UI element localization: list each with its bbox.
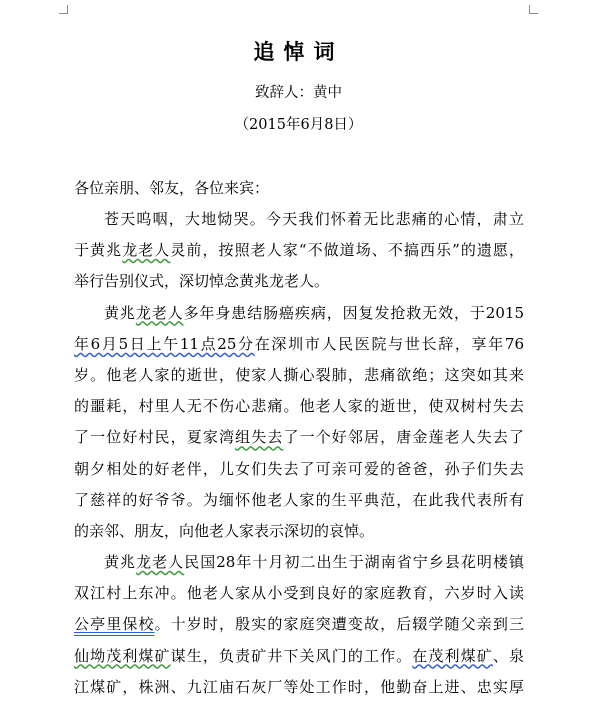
text-line bbox=[74, 485, 524, 516]
text-segment-flagged: 仙坳茂利煤矿 bbox=[74, 646, 171, 665]
text-segment: 灵前，按照老人家“不做道场、不搞西乐”的遗愿， bbox=[170, 241, 524, 260]
text-segment: 民国28年十月初二出生于湖南省宁乡县花明楼镇 bbox=[184, 553, 524, 572]
speaker-line: 致辞人：黄中 bbox=[255, 85, 342, 101]
text-line bbox=[74, 235, 524, 266]
text-line bbox=[74, 391, 524, 422]
text-segment-flagged: 龙老人 bbox=[135, 303, 184, 322]
text-line bbox=[74, 204, 524, 235]
text-line bbox=[74, 360, 524, 391]
text-line bbox=[74, 298, 524, 329]
text-line bbox=[74, 422, 524, 453]
text-segment: 举行告别仪式，深切悼念黄兆龙老人。 bbox=[74, 272, 330, 291]
text-segment: 多年身患结肠癌疾病，因复发抢救无效，于2015 bbox=[183, 303, 524, 322]
text-line bbox=[74, 516, 524, 547]
text-segment: 在深圳市人民医院与世长辞，享年76 bbox=[254, 334, 525, 353]
text-line bbox=[74, 641, 524, 672]
text-segment: 。十岁时，殷实的家庭突遭变故，后辍学随父亲到三 bbox=[154, 615, 524, 634]
date-line: （2015年6月8日） bbox=[234, 117, 363, 133]
text-segment-flagged: 在茂利煤矿 bbox=[412, 646, 493, 665]
text-segment: 谋生，负责矿井下关风门的工作。 bbox=[170, 646, 413, 665]
text-segment: 黄兆 bbox=[104, 303, 136, 322]
text-line bbox=[74, 329, 524, 360]
text-segment: 朝夕相处的好老伴，儿女们失去了可亲可爱的爸爸，孙子们失去 bbox=[74, 459, 524, 478]
text-segment: 苍天呜咽，大地恸哭。今天我们怀着无比悲痛的心情，肃立 bbox=[104, 210, 524, 228]
text-line bbox=[74, 454, 524, 485]
document-title: 追悼词 bbox=[253, 39, 344, 64]
text-segment: 于黄兆 bbox=[74, 241, 123, 260]
text-segment: 黄兆 bbox=[104, 553, 137, 572]
crop-mark-top-right bbox=[529, 5, 538, 14]
text-segment: 了慈祥的好爷爷。为缅怀他老人家的生平典范，在此我代表所有 bbox=[74, 490, 524, 509]
crop-mark-top-left bbox=[59, 5, 68, 14]
text-segment: 双江村上东冲。他老人家从小受到良好的家庭教育，六岁时入读 bbox=[74, 584, 524, 603]
text-line bbox=[74, 578, 524, 609]
text-line bbox=[74, 672, 524, 703]
text-segment-flagged: 龙老人 bbox=[136, 553, 185, 572]
text-segment: 了一个好邻居，唐金莲老人失去了 bbox=[283, 428, 524, 447]
text-line bbox=[74, 266, 524, 297]
text-segment: 、泉 bbox=[492, 646, 524, 665]
text-segment-flagged: 公亭里保校 bbox=[74, 615, 155, 634]
text-segment-flagged: 龙老人 bbox=[122, 241, 171, 260]
text-segment: 岁。他老人家的逝世，使家人撕心裂肺，悲痛欲绝；这突如其来 bbox=[74, 365, 524, 384]
text-segment: 的亲邻、朋友，向他老人家表示深切的哀悼。 bbox=[74, 521, 375, 540]
text-segment-flagged: 年6月5日上午11点25分 bbox=[74, 334, 255, 353]
text-segment-flagged: 组失去 bbox=[235, 428, 284, 447]
salutation: 各位亲朋、邻友，各位来宾： bbox=[74, 179, 270, 197]
text-line bbox=[74, 609, 524, 640]
text-segment: 的噩耗，村里人无不伤心悲痛。他老人家的逝世，使双树村失去 bbox=[74, 397, 524, 416]
text-segment: 江煤矿，株洲、九江庙石灰厂等处工作时，他勤奋上进、忠实厚 bbox=[74, 677, 524, 696]
text-line bbox=[74, 547, 524, 578]
text-segment: 了一位好村民，夏家湾 bbox=[74, 428, 236, 447]
body-text bbox=[74, 204, 524, 703]
